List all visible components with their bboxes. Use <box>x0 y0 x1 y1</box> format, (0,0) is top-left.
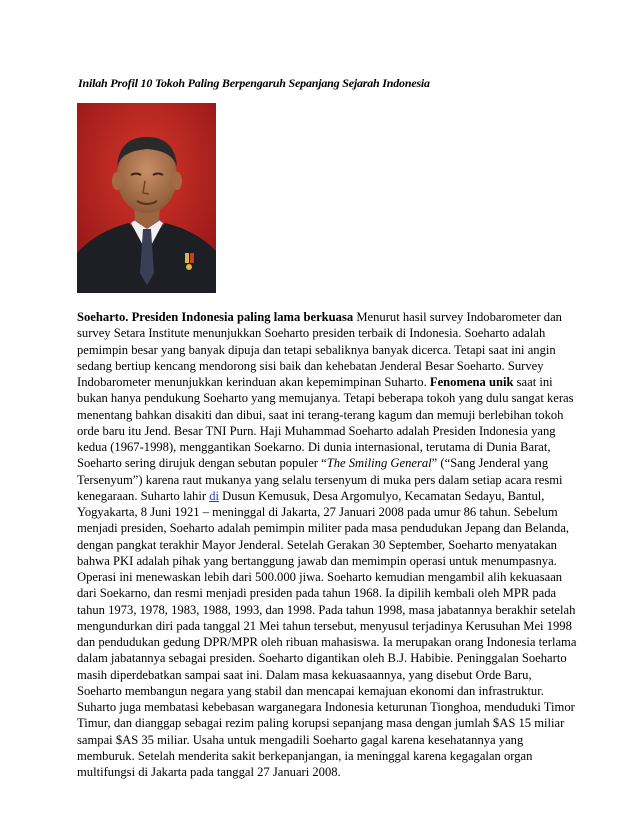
body-text-3: ” (“Sang Jenderal yang Tersenyum”) karena raut mukanya yang selalu tersenyum di muka pers dalam setiap acara resmi kenegaraan. Suharto lahir <box>77 456 563 503</box>
body-text-4: Dusun Kemusuk, Desa Argomulyo, Kecamatan Sedayu, Bantul, Yogyakarta, 8 Juni 1921 – meninggal di Jakarta, 27 Januari 2008 pada umur 86 tahun. Sebelum menjadi presiden, Soeharto adalah pemimpin militer pada masa pendudukan Jepang dan Belanda, dengan pangkat terakhir Mayor Jenderal. Setelah Gerakan 30 September, Soeharto menyatakan bahwa PKI adalah pihak yang bertanggung jawab dan memimpin operasi untuk menumpasnya. Operasi ini menewaskan lebih dari 500.000 jiwa. Soeharto kemudian mengambil alih kekuasaan dari Soekarno, dan resmi menjadi presiden pada tahun 1968. Ia dipilih kembali oleh MPR pada tahun 1973, 1978, 1983, 1988, 1993, dan 1998. Pada tahun 1998, masa jabatannya berakhir setelah mengundurkan diri pada tanggal 21 Mei tahun tersebut, menyusul terjadinya Kerusuhan Mei 1998 dan pendudukan gedung DPR/MPR oleh ribuan mahasiswa. Ia merupakan orang Indonesia terlama dalam jabatannya sebagai presiden. Soeharto digantikan oleh B.J. Habibie. Peninggalan Soeharto masih diperdebatkan sampai saat ini. Dalam masa kekuasaannya, yang disebut Orde Baru, Soeharto membangun negara yang stabil dan mencapai kemajuan ekonomi dan infrastruktur. Suharto juga membatasi kebebasan warganegara Indonesia keturunan Tionghoa, menduduki Timor Timur, dan dianggap sebagai rezim paling korupsi sepanjang masa dengan jumlah $AS 15 miliar sampai $AS 35 miliar. Usaha untuk mengadili Soeharto gagal karena kesehatannya yang memburuk. Setelah menderita sakit berkepanjangan, ia meninggal karena kegagalan organ multifungsi di Jakarta pada tanggal 27 Januari 2008. <box>77 488 577 779</box>
body-bold-phrase: Fenomena unik <box>429 375 514 389</box>
inline-link[interactable]: di <box>209 488 219 503</box>
body-text-2: saat ini bukan hanya pendukung Soeharto yang memujanya. Tetapi beberapa tokoh yang dulu sangat keras menentang bahkan disakiti dan dibui, saat ini terang-terang kagum dan memuji berlebihan tokoh orde baru itu Jend. Besar TNI Purn. Haji Muhammad Soeharto adalah Presiden Indonesia yang kedua (1967-1998), menggantikan Soekarno. Di dunia internasional, terutama di Dunia Barat, Soeharto sering dirujuk dengan sebutan populer “ <box>77 375 574 471</box>
portrait-photo <box>77 103 216 293</box>
article-body <box>77 309 577 780</box>
article-heading-bold: Soeharto. Presiden Indonesia paling lama berkuasa <box>77 310 354 324</box>
article-paragraph <box>77 309 577 780</box>
body-text-1: Menurut hasil survey Indobarometer dan survey Setara Institute menunjukkan Soeharto presiden terbaik di Indonesia. Soeharto adalah pemimpin besar yang banyak dipuja dan tetapi sebaliknya banyak dicerca. Tetapi saat ini angin sedang bertiup kencang mendorong sisi baik dan kehebatan Jenderal Besar Soeharto. Survey Indobarometer menunjukkan kerinduan akan kepemimpinan Suharto. <box>77 310 562 389</box>
article-title: Inilah Profil 10 Tokoh Paling Berpengaruh Sepanjang Sejarah Indonesia <box>78 76 430 90</box>
body-italic-phrase: The Smiling General <box>326 456 432 471</box>
